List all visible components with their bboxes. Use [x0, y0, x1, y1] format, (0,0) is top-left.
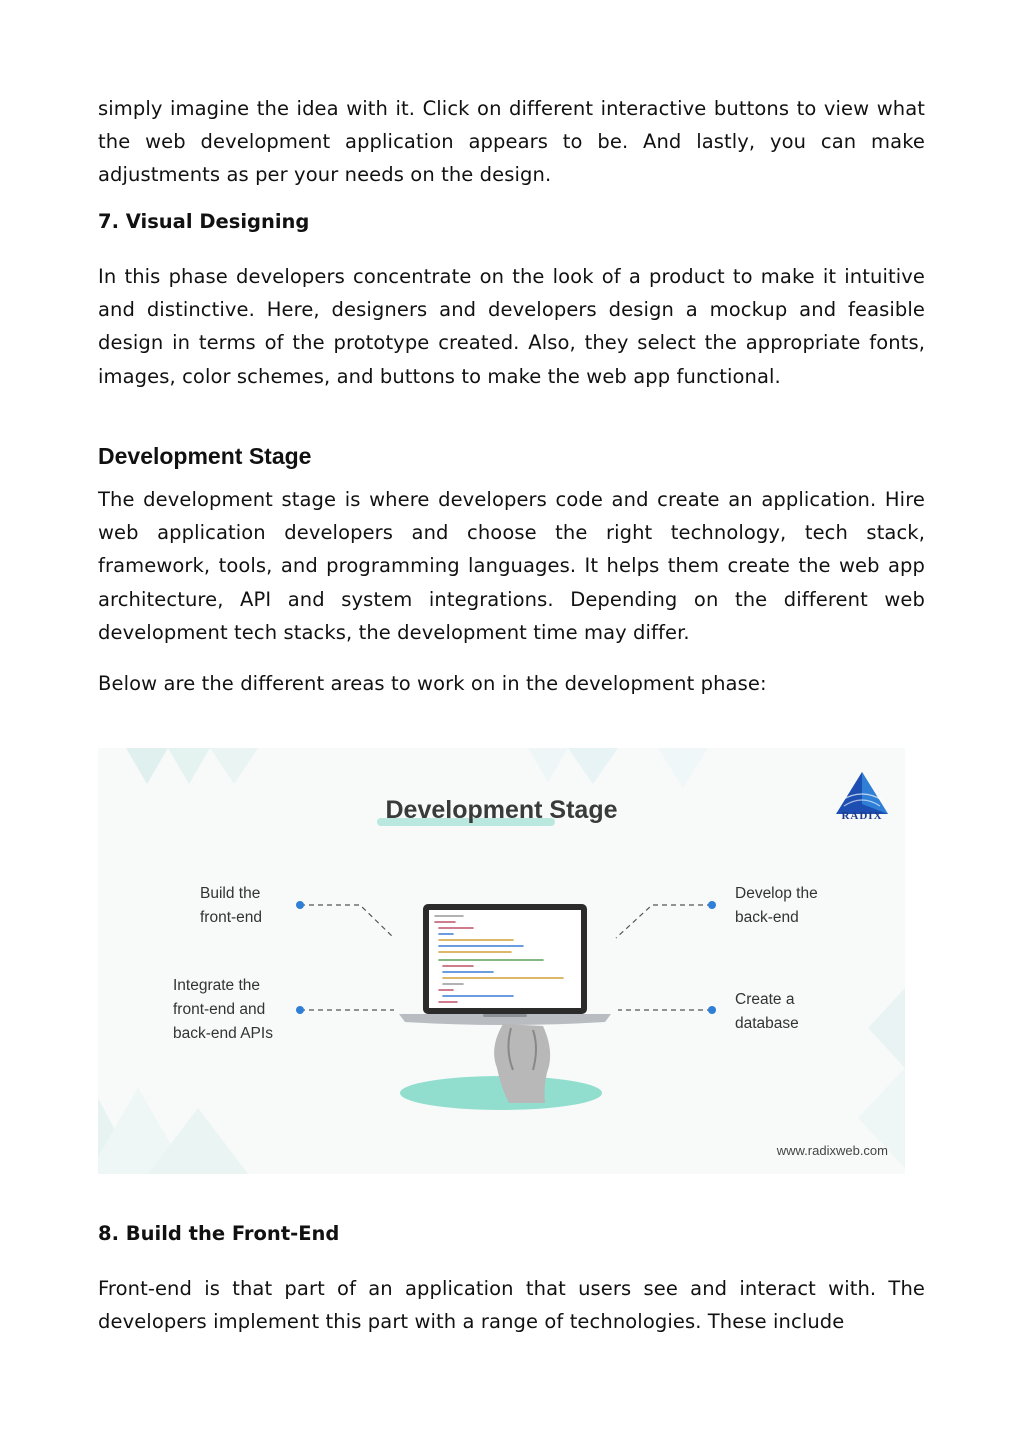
- hand: [494, 1024, 550, 1103]
- radix-logo-text: RADIX: [841, 810, 883, 822]
- dot-create-database: [708, 1006, 716, 1014]
- label-create-database: Create a database: [735, 991, 799, 1032]
- development-stage-heading: Development Stage: [98, 443, 312, 469]
- section-8-paragraph: Front-end is that part of an application that users see and interact with. The developers implement this part with a range of technologies. These include: [98, 1277, 925, 1334]
- development-stage-figure: [98, 748, 905, 1174]
- development-stage-paragraph: The development stage is where developers code and create an application. Hire web application developers and choose the right technology, tech stack, framework, tools, and programming languages. It helps them create the web app architecture, API and system integrations. Depending on the different web development tech stacks, the development time may differ.: [98, 488, 925, 644]
- figure-title: Development Stage: [98, 796, 905, 825]
- section-8-heading: 8. Build the Front-End: [98, 1222, 340, 1245]
- dot-develop-back-end: [708, 901, 716, 909]
- label-build-front-end: Build the front-end: [200, 885, 263, 926]
- label-integrate-apis: Integrate the front-end and back-end APIs: [173, 977, 273, 1042]
- section-7-paragraph: In this phase developers concentrate on the look of a product to make it intuitive and distinctive. Here, designers and developers design a mockup and feasible design in terms of the prototype created. Also, they select the appropriate fonts, images, color schemes, and buttons to make the web app functional.: [98, 265, 925, 388]
- dot-integrate: [296, 1006, 304, 1014]
- intro-paragraph: simply imagine the idea with it. Click on different interactive buttons to view what the web development application appears to be. And lastly, you can make adjustments as per your needs on the design.: [98, 97, 925, 187]
- label-develop-back-end: Develop the back-end: [735, 885, 818, 926]
- connector-build-front-end: [300, 905, 394, 938]
- section-7-heading: 7. Visual Designing: [98, 210, 310, 233]
- development-areas-intro: Below are the different areas to work on in the development phase:: [98, 672, 767, 695]
- figure-url: www.radixweb.com: [776, 1143, 888, 1158]
- laptop-on-hand-illustration: [393, 898, 618, 1113]
- dot-build-front-end: [296, 901, 304, 909]
- connector-develop-back-end: [616, 905, 712, 938]
